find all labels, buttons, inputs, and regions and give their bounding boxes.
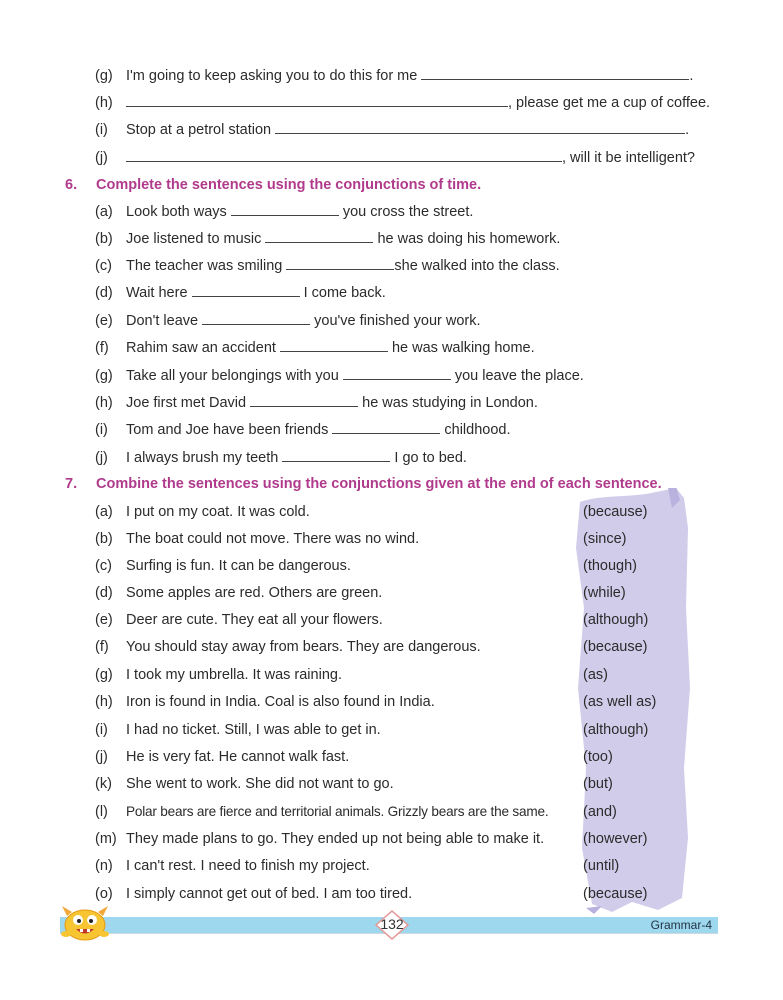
section-6-heading <box>0 172 783 198</box>
section-number: 7. <box>65 476 78 492</box>
answer-blank[interactable] <box>265 230 373 243</box>
item-text: Take all your belongings with you <box>126 368 339 384</box>
list-item <box>0 64 783 88</box>
answer-blank[interactable] <box>202 312 310 325</box>
item-text-after: he was doing his homework. <box>377 231 561 247</box>
answer-blank[interactable] <box>192 284 300 297</box>
item-label: (i) <box>95 722 108 738</box>
list-item <box>0 391 783 415</box>
section-title: Combine the sentences using the conjunctions given at the end of each sentence. <box>96 476 662 492</box>
item-label: (m) <box>95 831 117 847</box>
item-label: (g) <box>95 667 113 683</box>
answer-blank[interactable] <box>332 421 440 434</box>
item-text: Rahim saw an accident <box>126 340 276 356</box>
item-text-after: . <box>685 122 690 138</box>
item-text: The teacher was smiling <box>126 258 283 274</box>
answer-blank[interactable] <box>343 367 451 380</box>
item-text: He is very fat. He cannot walk fast. <box>126 749 350 765</box>
item-label: (h) <box>95 95 113 111</box>
item-text-after: you cross the street. <box>342 204 474 220</box>
list-item <box>0 745 783 769</box>
item-text-after: you've finished your work. <box>314 313 481 329</box>
item-label: (e) <box>95 612 113 628</box>
item-text: I'm going to keep asking you to do this for me <box>126 68 418 84</box>
item-label: (h) <box>95 694 113 710</box>
conjunction-hint: (as well as) <box>583 694 657 710</box>
item-text: Polar bears are fierce and territorial animals. Grizzly bears are the same. <box>126 804 549 819</box>
item-label: (b) <box>95 531 113 547</box>
list-item <box>0 882 783 906</box>
section-title: Complete the sentences using the conjunctions of time. <box>96 177 482 193</box>
item-text: They made plans to go. They ended up not being able to make it. <box>126 831 545 847</box>
answer-blank[interactable] <box>286 257 394 270</box>
item-label: (j) <box>95 450 108 466</box>
answer-blank[interactable] <box>421 67 689 80</box>
item-label: (a) <box>95 204 113 220</box>
list-item <box>0 364 783 388</box>
list-item <box>0 663 783 687</box>
item-label: (g) <box>95 368 113 384</box>
item-text-after: , please get me a cup of coffee. <box>508 95 711 111</box>
answer-blank[interactable] <box>250 394 358 407</box>
list-item <box>0 827 783 851</box>
list-item <box>0 581 783 605</box>
item-label: (h) <box>95 395 113 411</box>
conjunction-hint: (until) <box>583 858 620 874</box>
item-text: I always brush my teeth <box>126 450 279 466</box>
item-text: Tom and Joe have been friends <box>126 422 329 438</box>
list-item <box>0 690 783 714</box>
item-text-after: she walked into the class. <box>394 258 560 274</box>
list-item <box>0 608 783 632</box>
list-item <box>0 146 783 170</box>
monster-mascot-icon <box>58 898 112 942</box>
item-label: (c) <box>95 258 112 274</box>
answer-blank[interactable] <box>280 339 388 352</box>
conjunction-hint: (although) <box>583 612 649 628</box>
list-item <box>0 446 783 470</box>
item-text-after: he was studying in London. <box>362 395 538 411</box>
list-item <box>0 800 783 824</box>
item-text-after: he was walking home. <box>391 340 535 356</box>
item-label: (i) <box>95 122 108 138</box>
conjunction-hint: (too) <box>583 749 613 765</box>
item-label: (k) <box>95 776 112 792</box>
item-label: (j) <box>95 749 108 765</box>
conjunction-hint: (because) <box>583 504 648 520</box>
conjunction-hint: (but) <box>583 776 613 792</box>
list-item <box>0 118 783 142</box>
conjunction-hint: (because) <box>583 639 648 655</box>
item-text-after: . <box>689 68 694 84</box>
item-label: (i) <box>95 422 108 438</box>
item-text-after: childhood. <box>444 422 511 438</box>
answer-blank[interactable] <box>126 94 508 107</box>
section-7-heading <box>0 471 783 497</box>
item-label: (d) <box>95 285 113 301</box>
item-text: Surfing is fun. It can be dangerous. <box>126 558 351 574</box>
item-text: Iron is found in India. Coal is also found in India. <box>126 694 435 710</box>
item-label: (f) <box>95 340 109 356</box>
item-text: I took my umbrella. It was raining. <box>126 667 342 683</box>
list-item <box>0 500 783 524</box>
item-label: (g) <box>95 68 113 84</box>
item-label: (c) <box>95 558 112 574</box>
conjunction-hint: (since) <box>583 531 627 547</box>
item-text: Wait here <box>126 285 188 301</box>
item-text: Joe first met David <box>126 395 247 411</box>
item-text: Some apples are red. Others are green. <box>126 585 383 601</box>
conjunction-hint: (though) <box>583 558 638 574</box>
item-text-after: I come back. <box>303 285 386 301</box>
list-item <box>0 635 783 659</box>
item-label: (o) <box>95 886 113 902</box>
list-item <box>0 200 783 224</box>
item-label: (a) <box>95 504 113 520</box>
item-label: (l) <box>95 804 108 820</box>
answer-blank[interactable] <box>275 121 685 134</box>
list-item <box>0 527 783 551</box>
list-item <box>0 854 783 878</box>
list-item <box>0 772 783 796</box>
conjunction-hint: (although) <box>583 722 649 738</box>
conjunction-hint: (because) <box>583 886 648 902</box>
item-text-after: you leave the place. <box>454 368 584 384</box>
list-item <box>0 418 783 442</box>
item-label: (d) <box>95 585 113 601</box>
item-text: The boat could not move. There was no wind. <box>126 531 420 547</box>
item-label: (j) <box>95 150 108 166</box>
conjunction-hint: (and) <box>583 804 617 820</box>
conjunction-hint: (however) <box>583 831 648 847</box>
list-item <box>0 336 783 360</box>
item-text-after: , will it be intelligent? <box>562 150 695 166</box>
item-label: (f) <box>95 639 109 655</box>
item-text: I simply cannot get out of bed. I am too tired. <box>126 886 413 902</box>
list-item <box>0 718 783 742</box>
list-item <box>0 254 783 278</box>
section-number: 6. <box>65 177 78 193</box>
list-item <box>0 554 783 578</box>
list-item <box>0 227 783 251</box>
conjunction-hint: (while) <box>583 585 626 601</box>
item-text: Deer are cute. They eat all your flowers. <box>126 612 383 628</box>
item-text: I had no ticket. Still, I was able to get in. <box>126 722 381 738</box>
list-item <box>0 309 783 333</box>
answer-blank[interactable] <box>282 449 390 462</box>
item-text: Stop at a petrol station <box>126 122 272 138</box>
item-text: You should stay away from bears. They are dangerous. <box>126 639 481 655</box>
item-text-after: I go to bed. <box>394 450 467 466</box>
item-text: Joe listened to music <box>126 231 262 247</box>
item-text: Don't leave <box>126 313 199 329</box>
conjunction-hint: (as) <box>583 667 608 683</box>
list-item <box>0 281 783 305</box>
item-text: I can't rest. I need to finish my project. <box>126 858 370 874</box>
answer-blank[interactable] <box>126 149 562 162</box>
item-text: I put on my coat. It was cold. <box>126 504 310 520</box>
page-number: 132 <box>380 916 404 932</box>
answer-blank[interactable] <box>231 203 339 216</box>
item-text: Look both ways <box>126 204 227 220</box>
item-label: (e) <box>95 313 113 329</box>
item-text: She went to work. She did not want to go. <box>126 776 394 792</box>
item-label: (b) <box>95 231 113 247</box>
series-label: Grammar-4 <box>650 918 712 932</box>
list-item <box>0 91 783 115</box>
item-label: (n) <box>95 858 113 874</box>
